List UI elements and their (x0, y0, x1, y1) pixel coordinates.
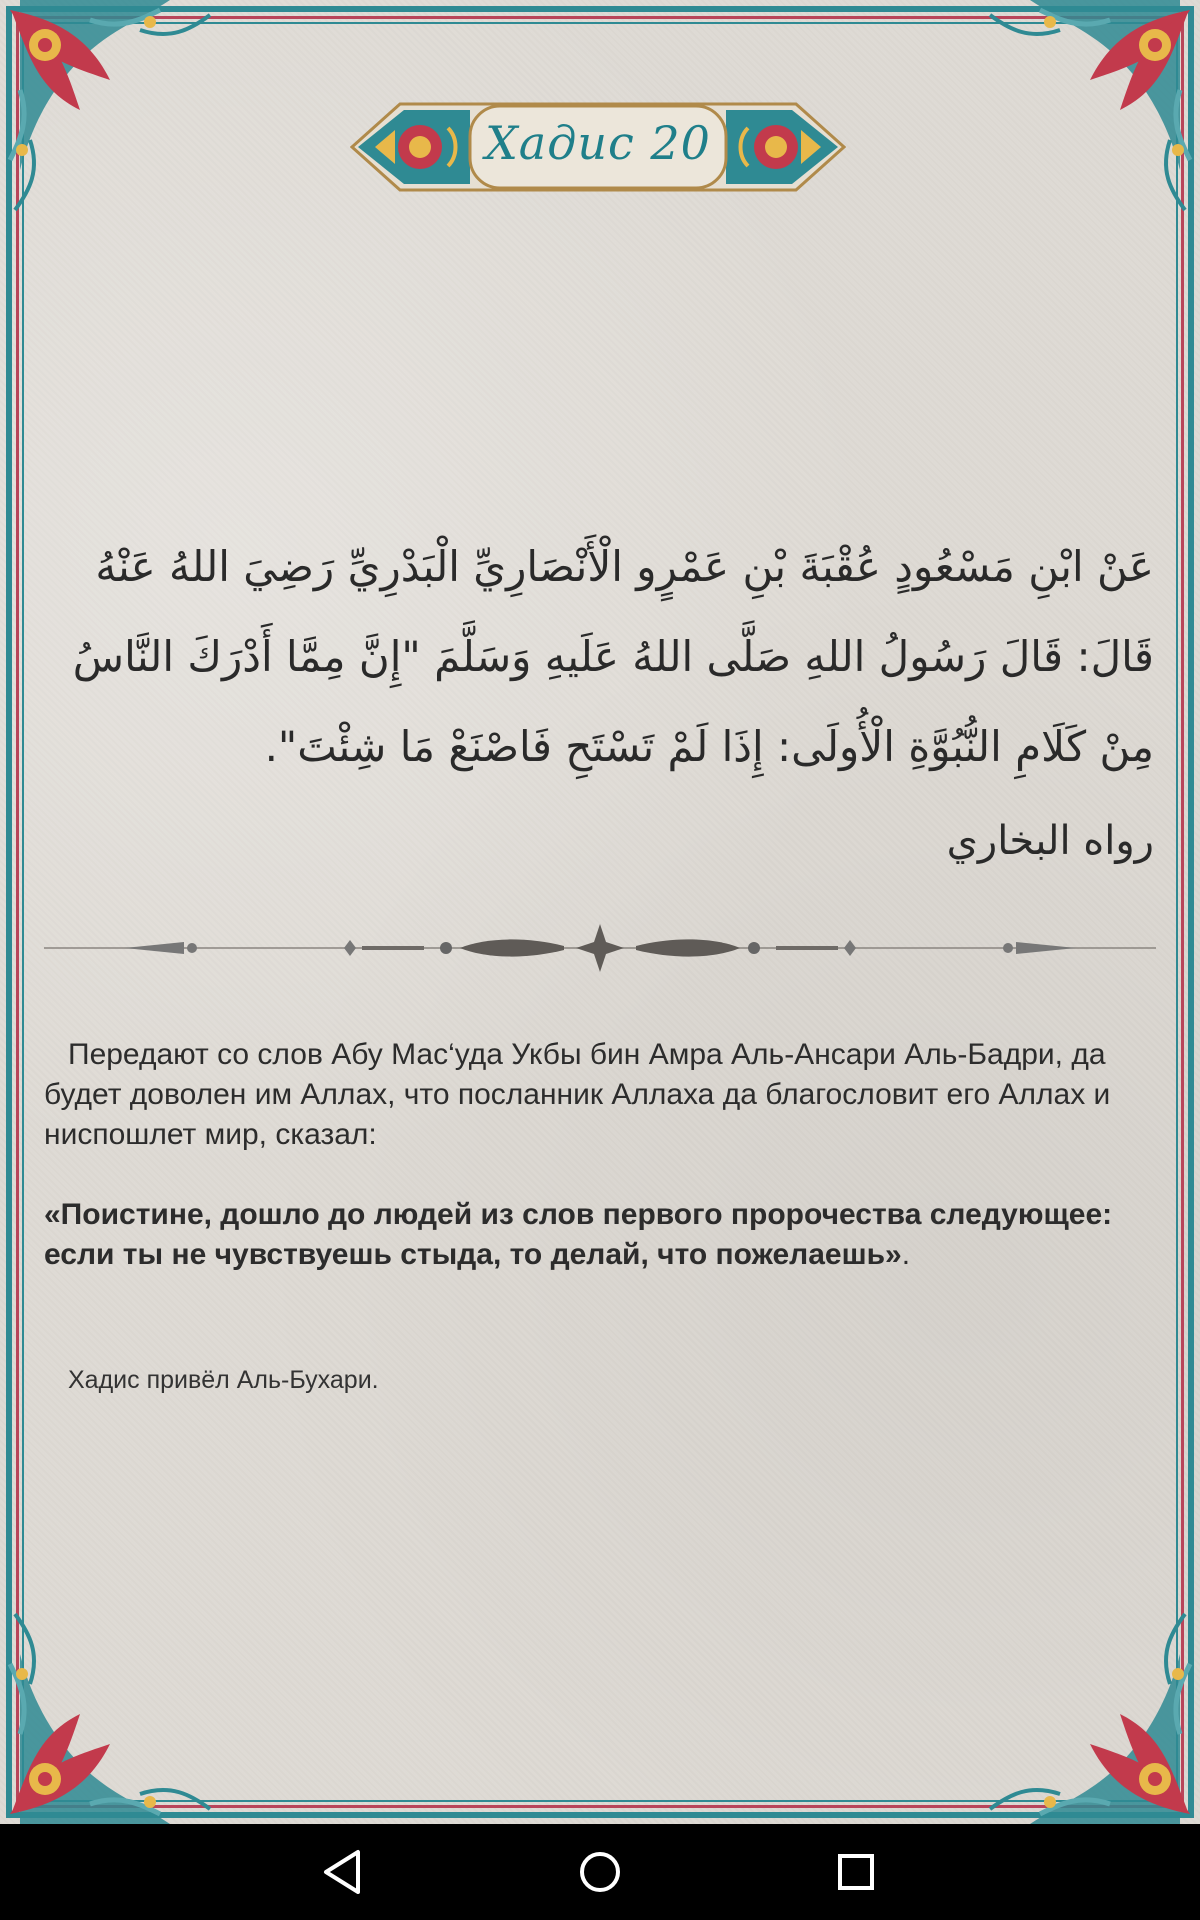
recents-button[interactable] (826, 1842, 886, 1902)
corner-ornament-top-left (0, 0, 260, 260)
frame-inner-border-2 (22, 22, 1178, 1802)
russian-quote-text: «Поистине, дошло до людей из слов первого пророчества следующее: если ты не чувствуешь стыда, то делай, что пожелаешь» (44, 1198, 1113, 1271)
corner-ornament-bottom-right (940, 1564, 1200, 1824)
back-button[interactable] (314, 1842, 374, 1902)
page-title: Хадис 20 (485, 116, 711, 170)
back-triangle-icon (314, 1842, 374, 1902)
title-cartouche (350, 98, 846, 196)
russian-intro-text: Передают со слов Абу Мас‘уда Укбы бин Амра Аль-Ансари Аль-Бадри, да будет доволен им Аллах, что посланник Аллаха да благословит его Аллах и ниспошлет мир, сказал: (44, 1038, 1111, 1151)
home-circle-icon (570, 1842, 630, 1902)
recents-square-icon (826, 1842, 886, 1902)
ornamental-divider-icon (44, 918, 1156, 978)
russian-quote (44, 1195, 1154, 1275)
arabic-hadith-text: عَنْ ابْنِ مَسْعُودٍ عُقْبَةَ بْنِ عَمْرٍو الْأَنْصَارِيِّ الْبَدْرِيِّ رَضِيَ اللهُ عَنْهُ قَالَ: قَالَ رَسُولُ اللهِ صَلَّى اللهُ عَلَيهِ وَسَلَّمَ "إِنَّ مِمَّا أَدْرَكَ النَّاسُ مِنْ كَلَامِ النُّبُوَّةِ الْأُولَى: إِذَا لَمْ تَسْتَحِ فَاصْنَعْ مَا شِئْتَ". (72, 542, 1154, 771)
home-button[interactable] (570, 1842, 630, 1902)
arabic-source-text: رواه البخاري (946, 818, 1154, 864)
russian-source-text: Хадис привёл Аль-Бухари. (68, 1366, 379, 1394)
system-navigation-bar (0, 1824, 1200, 1920)
russian-quote-end: . (901, 1238, 911, 1271)
corner-ornament-top-right (940, 0, 1200, 260)
corner-ornament-bottom-left (0, 1564, 260, 1824)
